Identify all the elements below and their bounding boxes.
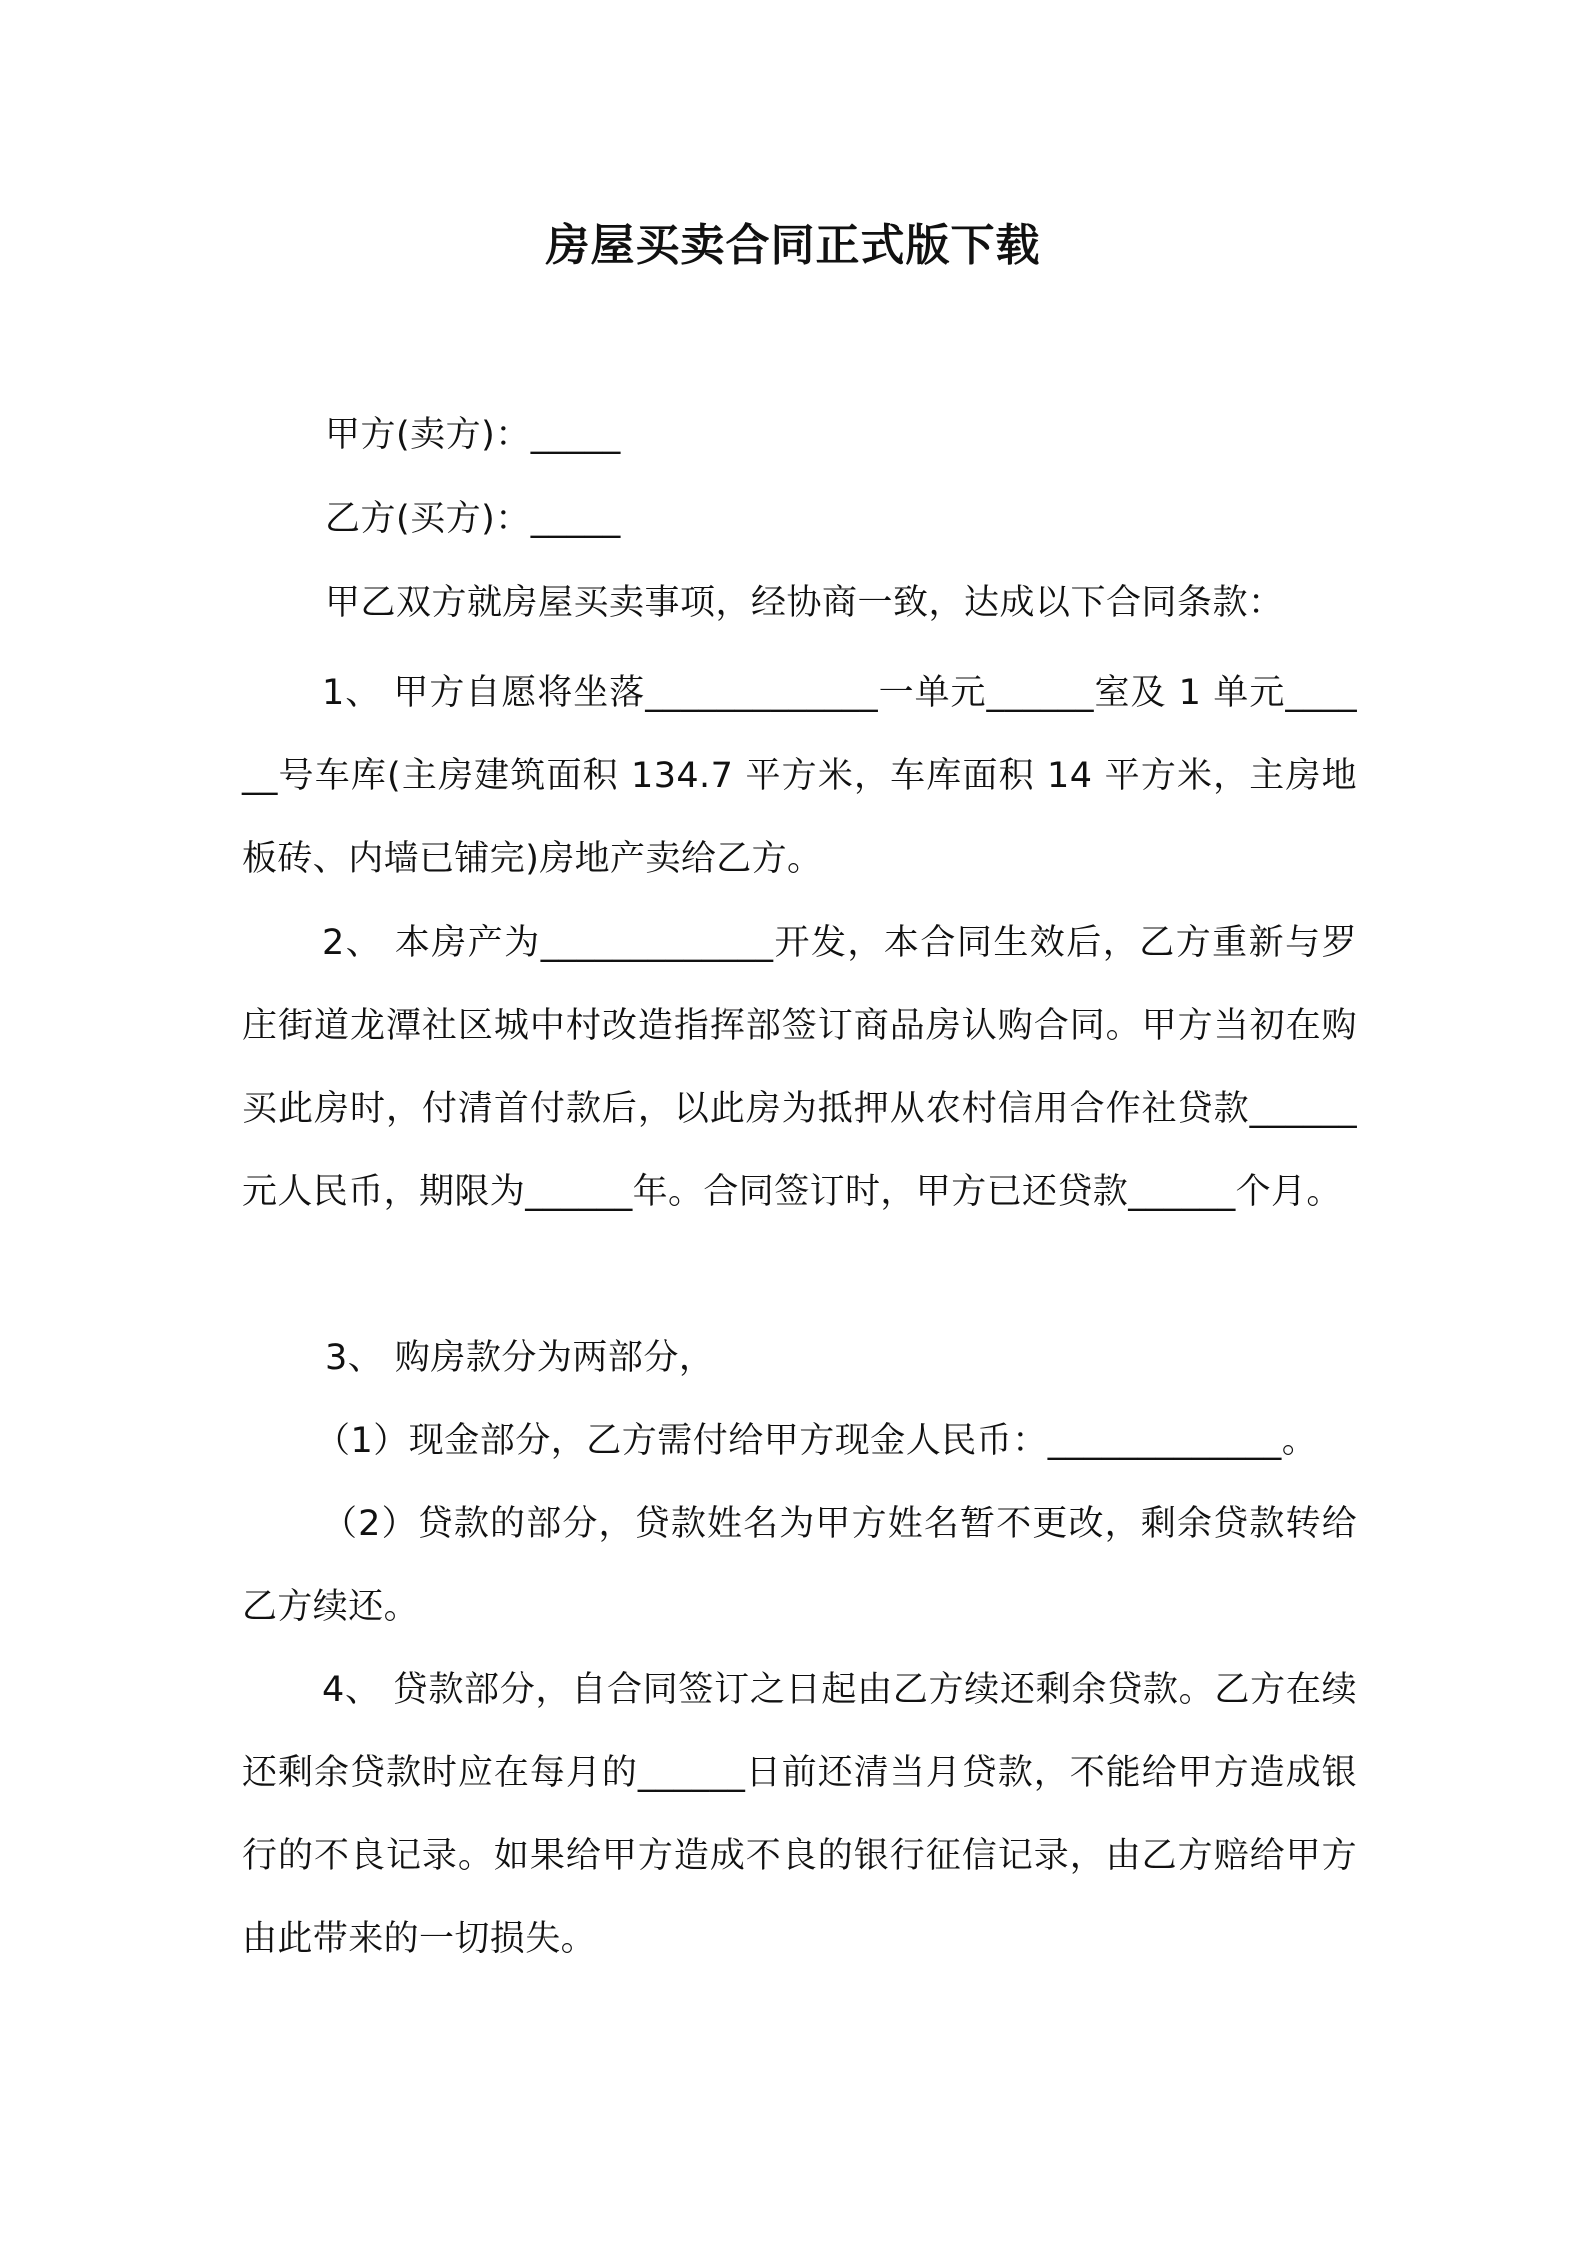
- party-a-line: 甲方(卖方)：_____: [325, 415, 621, 455]
- clause-3: 3、 购房款分为两部分，: [325, 1338, 715, 1378]
- clause-2: 2、 本房产为_____________开发，本合同生效后，乙方重新与罗庄街道龙潭社区城中村改造指挥部签订商品房认购合同。甲方当初在购买此房时，付清首付款后，以此房为抵押从农村信用合作社贷款______元人民币，期限为______年。合同签订时，甲方已还贷款______个月。: [242, 923, 1357, 1212]
- clause-3-loan: （2）贷款的部分，贷款姓名为甲方姓名暂不更改，剩余贷款转给乙方续还。: [242, 1504, 1357, 1627]
- clause-4: 4、 贷款部分，自合同签订之日起由乙方续还剩余贷款。乙方在续还剩余贷款时应在每月的______日前还清当月贷款，不能给甲方造成银行的不良记录。如果给甲方造成不良的银行征信记录，由乙方赔给甲方由此带来的一切损失。: [242, 1670, 1357, 1959]
- intro-line: 甲乙双方就房屋买卖事项，经协商一致，达成以下合同条款：: [325, 583, 1284, 623]
- document-title: 房屋买卖合同正式版下载: [545, 220, 1041, 271]
- party-b-line: 乙方(买方)：_____: [325, 499, 621, 539]
- clause-1: 1、 甲方自愿将坐落_____________一单元______室及 1 单元______号车库(主房建筑面积 134.7 平方米，车库面积 14 平方米，主房地板砖、内墙已铺完)房地产卖给乙方。: [242, 673, 1357, 879]
- clause-3-cash: （1）现金部分，乙方需付给甲方现金人民币：_____________。: [315, 1421, 1318, 1461]
